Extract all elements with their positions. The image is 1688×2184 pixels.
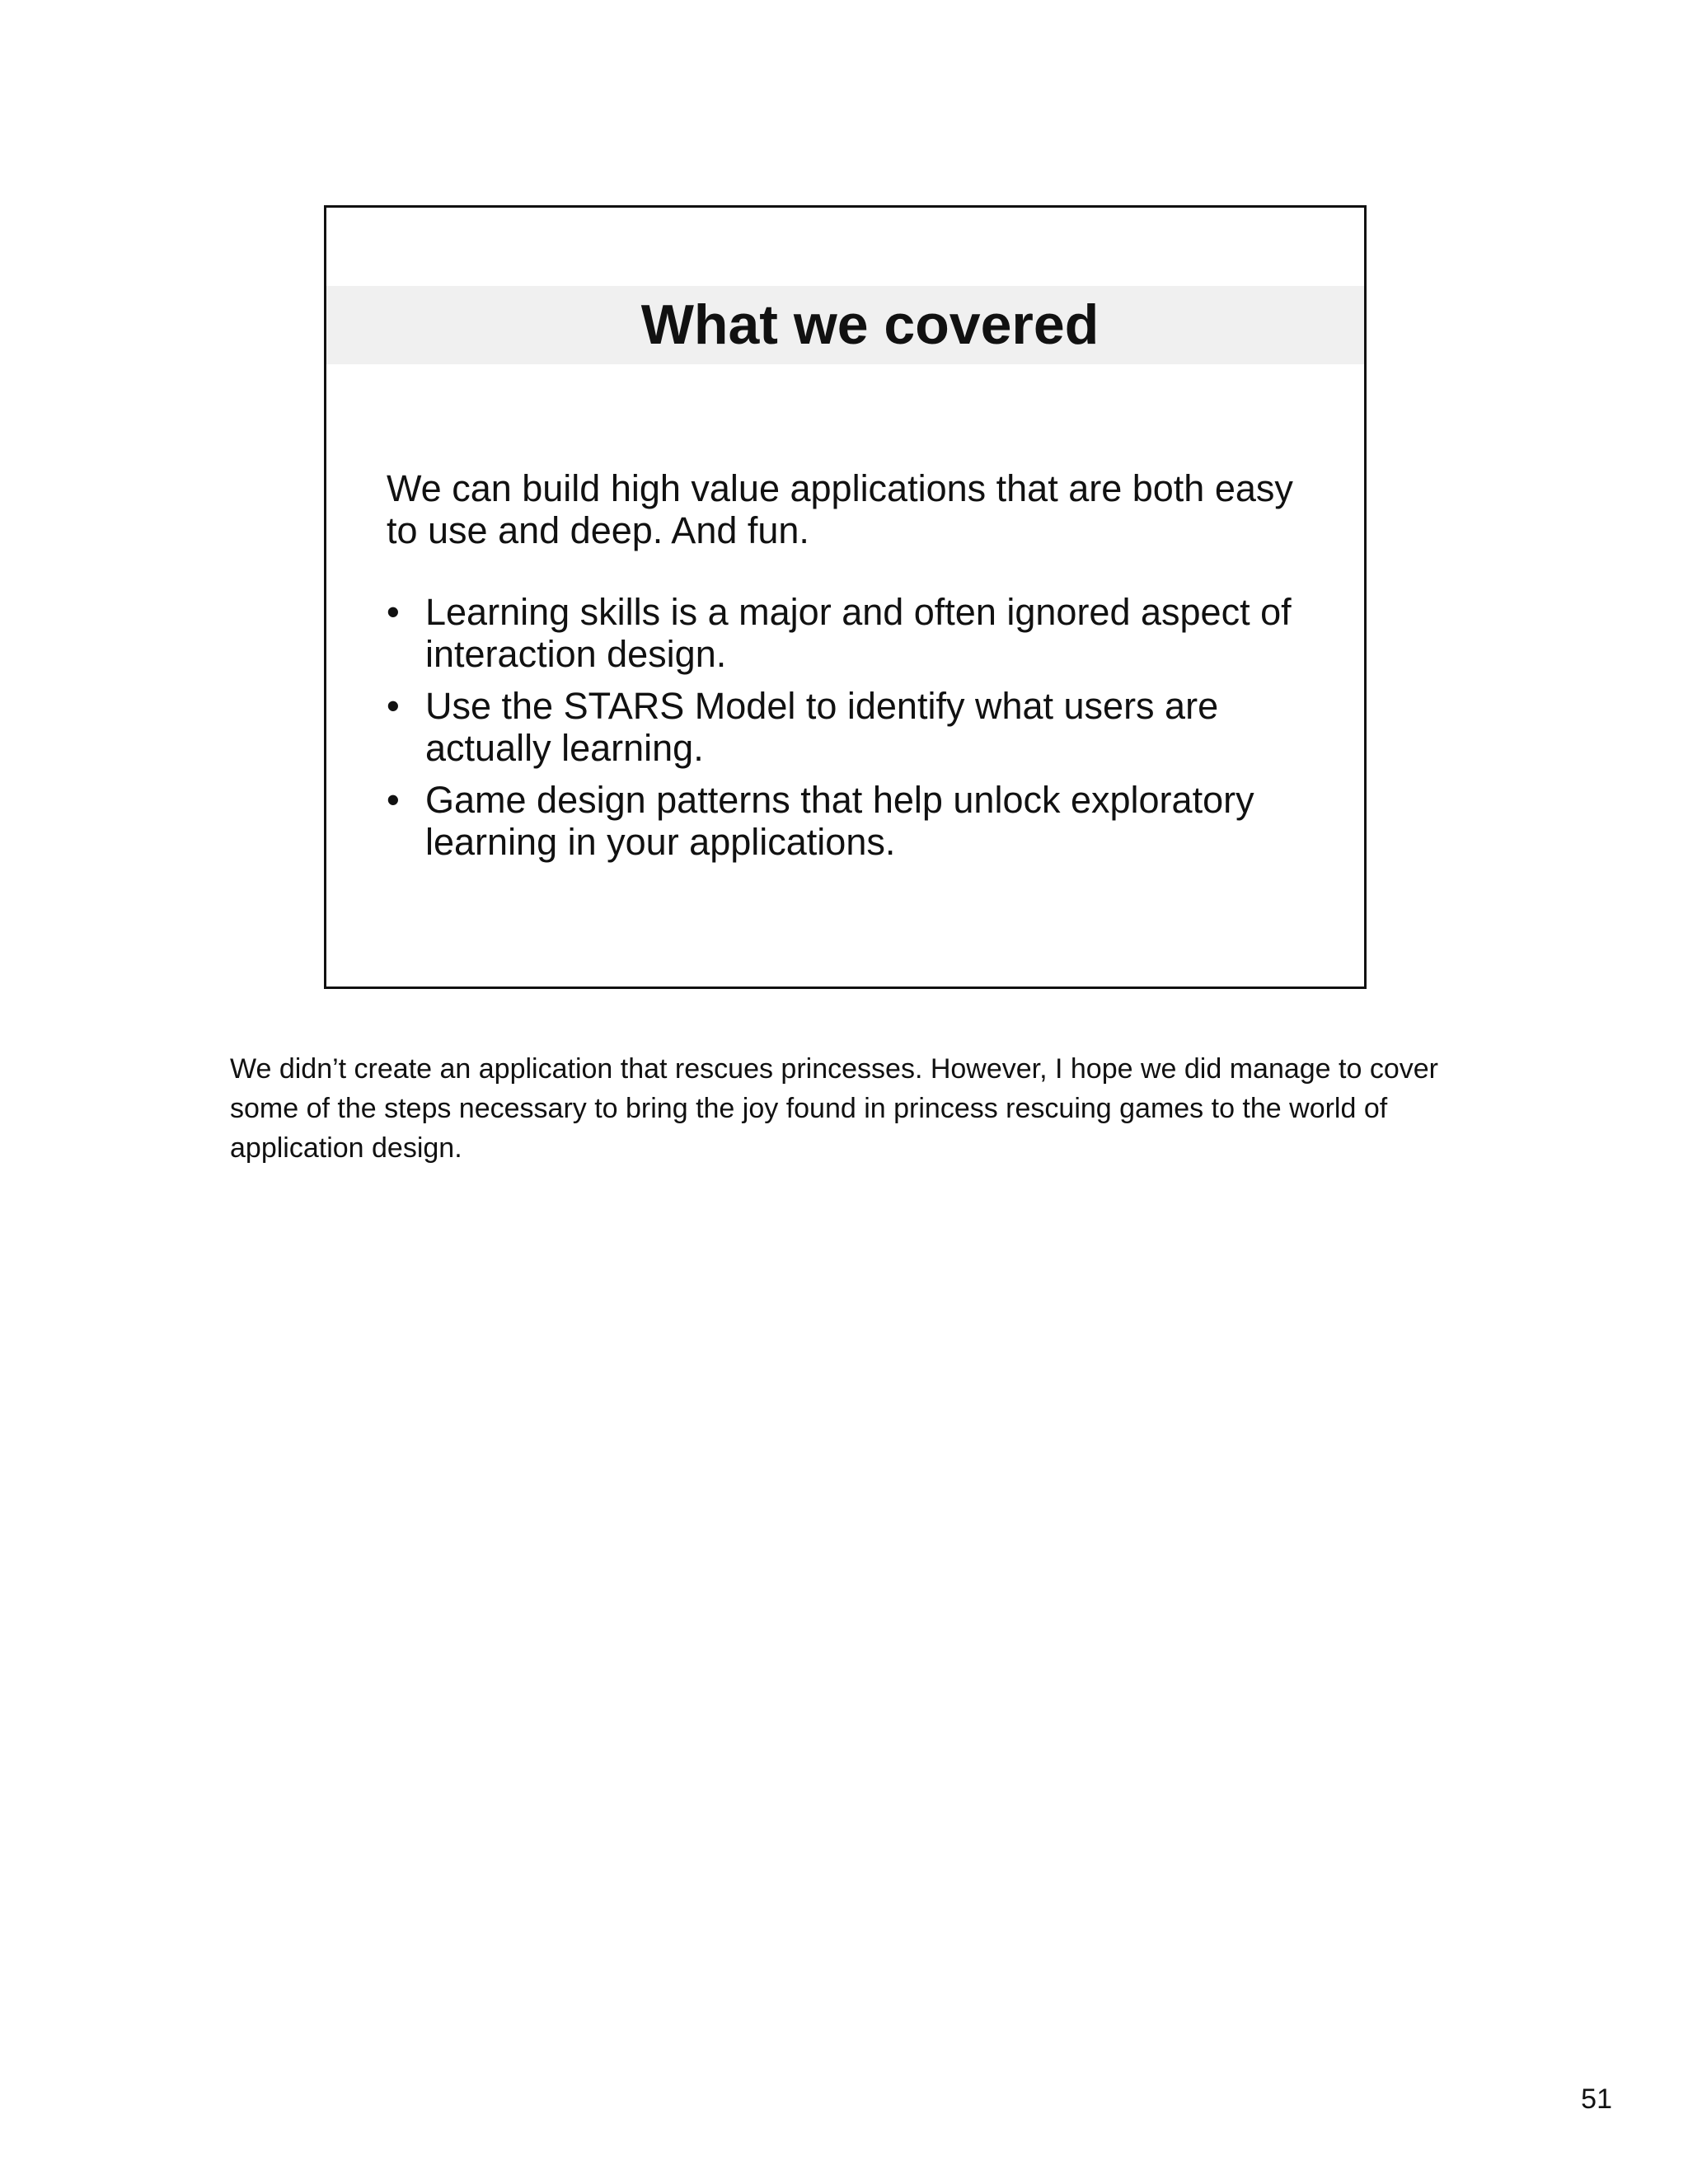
slide-title: What we covered bbox=[640, 293, 1100, 356]
slide-body bbox=[387, 467, 1326, 873]
bullet-text: Learning skills is a major and often ignored aspect of interaction design. bbox=[425, 591, 1292, 675]
bullet-item bbox=[387, 685, 1326, 769]
bullet-text: Game design patterns that help unlock exploratory learning in your applications. bbox=[425, 779, 1254, 863]
slide-title-band bbox=[326, 286, 1364, 364]
bullet-icon: • bbox=[387, 779, 400, 821]
bullet-text: Use the STARS Model to identify what users are actually learning. bbox=[425, 685, 1219, 769]
slide-lead-text: We can build high value applications that are both easy to use and deep. And fun. bbox=[387, 467, 1293, 551]
bullet-item bbox=[387, 591, 1326, 675]
page-number: 51 bbox=[1581, 2083, 1612, 2115]
bullet-item bbox=[387, 779, 1326, 863]
slide-thumbnail bbox=[324, 205, 1367, 989]
bullet-icon: • bbox=[387, 591, 400, 633]
bullet-icon: • bbox=[387, 685, 400, 727]
speaker-notes: We didn’t create an application that rescues princesses. However, I hope we did manage to cover some of the steps necessary to bring the joy found in princess rescuing games to the world of application design. bbox=[230, 1053, 1438, 1164]
slide-bullet-list bbox=[387, 591, 1326, 863]
